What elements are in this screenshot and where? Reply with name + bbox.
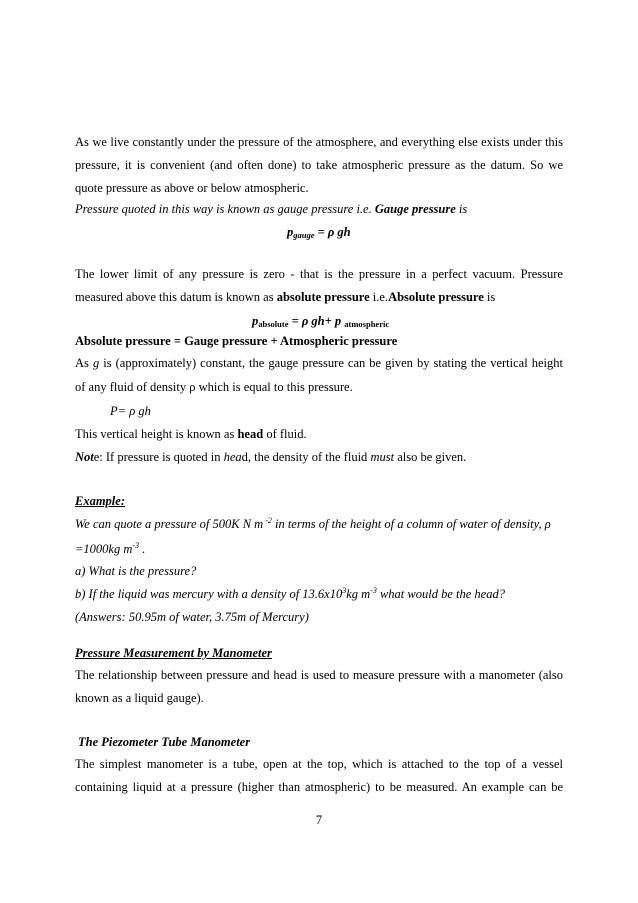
paragraph-line: As we live constantly under the pressure of the atmosphere, and everything else exists under this: [75, 135, 563, 149]
paragraph-line: The lower limit of any pressure is zero - that is the pressure in a perfect vacuum. Pressure: [75, 267, 563, 281]
inline-text: what would be the head?: [376, 587, 505, 601]
paragraph-line: known as a liquid gauge).: [75, 691, 204, 705]
page-number: 7: [315, 813, 323, 827]
inline-text: also be given.: [394, 450, 467, 464]
bold-statement: Absolute pressure = Gauge pressure + Atmospheric pressure: [75, 334, 398, 348]
equation-rest: = ρ gh+ p: [288, 314, 345, 328]
superscript: -3: [370, 586, 377, 595]
absolute-pressure-equation: [252, 313, 389, 332]
inline-text: in terms of the height of a column of water of density, ρ: [271, 517, 551, 531]
equation-subscript: absolute: [258, 319, 289, 329]
inline-term: head: [237, 427, 264, 441]
note-line: [75, 449, 466, 465]
inline-text: b) If the liquid was mercury with a density of 13.6x10: [75, 587, 343, 601]
equation-rest: = ρ gh: [314, 225, 351, 239]
inline-term: Absolute pressure: [388, 290, 484, 304]
paragraph-line: [75, 355, 563, 371]
inline-text: As: [75, 356, 93, 370]
paragraph-line: [75, 426, 307, 442]
inline-text: of fluid.: [263, 427, 307, 441]
paragraph-line: quote pressure as above or below atmospheric.: [75, 181, 309, 195]
subsection-heading: The Piezometer Tube Manometer: [78, 735, 251, 749]
superscript: -3: [132, 541, 140, 550]
inline-text: e: If pressure is quoted in: [93, 450, 224, 464]
superscript: 3: [342, 586, 347, 595]
paragraph-line: [75, 289, 495, 305]
paragraph-line: [75, 201, 467, 217]
paragraph-line: The relationship between pressure and head is used to measure pressure with a manometer (also: [75, 668, 563, 682]
inline-text: =1000kg m: [75, 542, 133, 556]
section-heading: Pressure Measurement by Manometer: [75, 646, 272, 660]
inline-text: i.e.: [369, 290, 389, 304]
inline-text: We can quote a pressure of 500K N m: [75, 517, 264, 531]
superscript: -2: [263, 516, 272, 525]
head-equation: P= ρ gh: [110, 404, 151, 418]
equation-subscript: atmospheric: [344, 319, 390, 329]
inline-text: is: [455, 202, 468, 216]
inline-text: must: [370, 450, 395, 464]
example-question-b: [75, 586, 505, 602]
equation-symbol: p: [287, 225, 294, 239]
example-question-a: a) What is the pressure?: [75, 564, 197, 578]
inline-term: Gauge pressure: [374, 202, 456, 216]
paragraph-line: of any fluid of density ρ which is equal to this pressure.: [75, 380, 353, 394]
inline-text: This vertical height is known as: [75, 427, 238, 441]
inline-text: d, the density of the fluid: [241, 450, 371, 464]
inline-term: Not: [75, 450, 94, 464]
example-answers: (Answers: 50.95m of water, 3.75m of Mercury): [75, 610, 309, 624]
inline-term: absolute pressure: [276, 290, 370, 304]
inline-text: hea: [223, 450, 242, 464]
paragraph-line: containing liquid at a pressure (higher than atmospheric) to be measured. An example can be: [75, 780, 563, 794]
paragraph-line: The simplest manometer is a tube, open at the top, which is attached to the top of a vessel: [75, 757, 563, 771]
paragraph-line: pressure, it is convenient (and often done) to take atmospheric pressure as the datum. So we: [75, 158, 563, 172]
inline-text: .: [139, 542, 146, 556]
inline-text: is: [483, 290, 496, 304]
inline-text: is (approximately) constant, the gauge pressure can be given by stating the vertical height: [99, 356, 563, 370]
example-line: [75, 541, 145, 557]
example-heading: Example:: [75, 494, 125, 508]
inline-text: measured above this datum is known as: [75, 290, 277, 304]
equation-subscript: gauge: [293, 230, 315, 240]
inline-text: Pressure quoted in this way is known as gauge pressure i.e.: [75, 202, 375, 216]
inline-text: kg m: [346, 587, 371, 601]
gauge-pressure-equation: [287, 224, 351, 243]
example-line: [75, 516, 551, 532]
equation-symbol: p: [252, 314, 259, 328]
inline-symbol: g: [92, 356, 100, 370]
